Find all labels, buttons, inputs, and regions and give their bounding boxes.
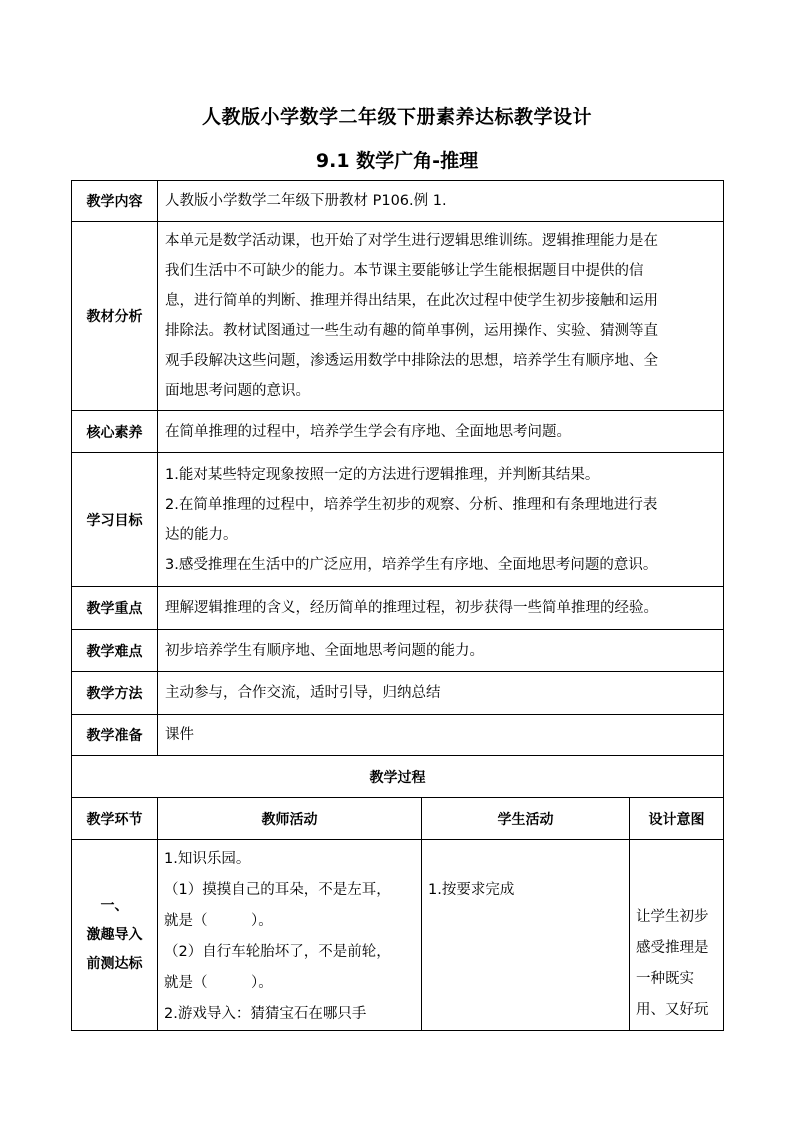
label-teaching-content: 教学内容 [72, 181, 158, 222]
row-teaching-difficulty [72, 630, 724, 672]
text-line: 2.在简单推理的过程中，培养学生初步的观察、分析、推理和有条理地进行表 [165, 496, 658, 513]
text-line: 我们生活中不可缺少的能力。本节课主要能够让学生能根据题目中提供的信 [165, 263, 644, 279]
text-line: 让学生初步 [636, 909, 709, 925]
row-learning-goals [72, 453, 724, 587]
text-line: 1.能对某些特定现象按照一定的方法进行逻辑推理，并判断其结果。 [165, 466, 600, 483]
row-teaching-focus [72, 587, 724, 630]
text-line: 就是（ ）。 [164, 913, 273, 929]
teacher-activity-cell [158, 840, 422, 1031]
stage-line: 激趣导入 [86, 926, 143, 943]
stage-line: 一、 [100, 897, 129, 914]
text-line: 本单元是数学活动课，也开始了对学生进行逻辑思维训练。逻辑推理能力是在 [165, 233, 658, 249]
design-intent-cell [630, 840, 724, 1031]
value-material-analysis [158, 222, 724, 411]
text-line: 初步培养学生有顺序地、全面地思考问题的能力。 [165, 642, 484, 659]
row-teaching-content [72, 181, 724, 222]
text-line: 一种既实 [636, 971, 694, 987]
value-teaching-content [158, 181, 724, 222]
text-line: 2.游戏导入：猜猜宝石在哪只手 [164, 1006, 367, 1022]
text-line: 就是（ ）。 [164, 975, 273, 991]
text-line: 感受推理是 [636, 940, 709, 956]
lesson-subtitle: 9.1 数学广角-推理 [315, 150, 479, 172]
row-material-analysis [72, 222, 724, 411]
student-activity-cell [422, 840, 630, 1031]
stage-cell [72, 840, 158, 1031]
header-teacher-activity: 教师活动 [158, 798, 422, 840]
header-student-activity: 学生活动 [422, 798, 630, 840]
label-core-literacy: 核心素养 [72, 411, 158, 453]
text-line: 3.感受推理在生活中的广泛应用，培养学生有序地、全面地思考问题的意识。 [165, 556, 658, 573]
text-line: 面地思考问题的意识。 [165, 383, 310, 399]
text-line: 主动参与，合作交流，适时引导，归纳总结 [165, 685, 441, 701]
text-line: 1.知识乐园。 [164, 851, 251, 867]
label-teaching-focus: 教学重点 [72, 587, 158, 630]
label-teaching-method: 教学方法 [72, 672, 158, 715]
document-title: 人教版小学数学二年级下册素养达标教学设计 [201, 106, 592, 128]
label-teaching-prep: 教学准备 [72, 715, 158, 756]
label-material-analysis: 教材分析 [72, 222, 158, 411]
text-line: 达的能力。 [165, 526, 238, 543]
lesson-plan-table [71, 180, 724, 1031]
value-teaching-prep [158, 715, 724, 756]
row-process-title [72, 756, 724, 798]
text-line: （2）自行车轮胎坏了，不是前轮， [164, 944, 391, 960]
label-teaching-difficulty: 教学难点 [72, 630, 158, 672]
text-line: 课件 [165, 727, 194, 743]
text-line: 1.按要求完成 [428, 882, 515, 898]
text-line: 用、又好玩 [636, 1002, 709, 1018]
header-stage: 教学环节 [72, 798, 158, 840]
value-core-literacy [158, 411, 724, 453]
text-line: （1）摸摸自己的耳朵，不是左耳， [164, 882, 391, 898]
value-teaching-focus [158, 587, 724, 630]
text-line: 在简单推理的过程中，培养学生学会有序地、全面地思考问题。 [165, 423, 571, 440]
process-row [72, 840, 724, 1031]
value-learning-goals [158, 453, 724, 587]
stage-line: 前测达标 [86, 955, 143, 972]
value-teaching-difficulty [158, 630, 724, 672]
text-line: 观手段解决这些问题，渗透运用数学中排除法的思想，培养学生有顺序地、全 [165, 353, 658, 369]
value-teaching-method [158, 672, 724, 715]
row-teaching-method [72, 672, 724, 715]
text-line: 理解逻辑推理的含义，经历简单的推理过程，初步获得一些简单推理的经验。 [165, 600, 658, 616]
text-line: 人教版小学数学二年级下册教材 P106.例 1. [165, 193, 447, 209]
process-header-row [72, 798, 724, 840]
label-learning-goals: 学习目标 [72, 453, 158, 587]
header-design-intent: 设计意图 [630, 798, 724, 840]
text-line: 排除法。教材试图通过一些生动有趣的简单事例，运用操作、实验、猜测等直 [165, 323, 658, 339]
text-line: 息，进行简单的判断、推理并得出结果，在此次过程中使学生初步接触和运用 [165, 293, 658, 309]
row-teaching-prep [72, 715, 724, 756]
process-title: 教学过程 [72, 756, 724, 798]
row-core-literacy [72, 411, 724, 453]
